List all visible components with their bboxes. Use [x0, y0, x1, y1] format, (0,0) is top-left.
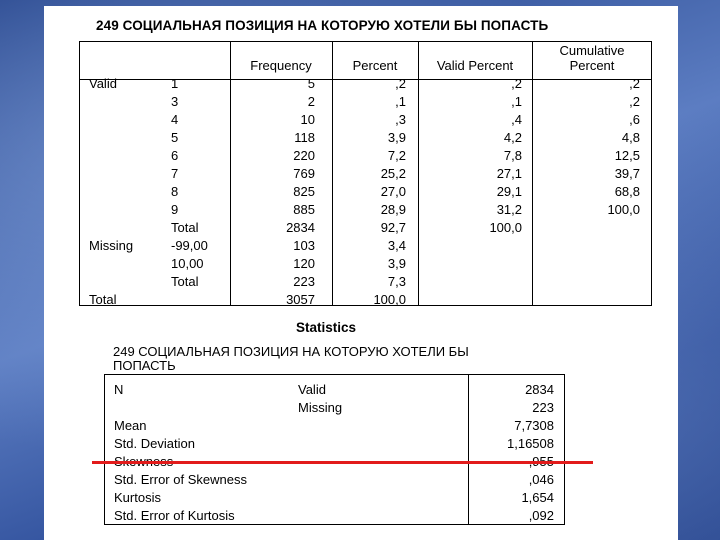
freq-cell: 885 — [293, 202, 315, 217]
header-cumulative-2: Percent — [569, 58, 615, 73]
codes-cell: Total — [171, 274, 199, 289]
statistics-heading: Statistics — [296, 320, 357, 335]
codes-cell: 5 — [171, 130, 179, 145]
svals-cell: 2834 — [525, 382, 554, 397]
slabels-cell — [114, 399, 247, 417]
statistics-title-line1: 249 СОЦИАЛЬНАЯ ПОЗИЦИЯ НА КОТОРУЮ ХОТЕЛИ БЫ — [113, 344, 469, 359]
statistics-values-column — [468, 381, 554, 525]
cpct-cell: ,2 — [629, 94, 640, 109]
codes-cell: 9 — [171, 202, 179, 217]
cpct-cell: ,2 — [629, 76, 640, 91]
pct-cell: 7,2 — [387, 148, 406, 163]
pct-cell: ,3 — [395, 112, 406, 127]
freq-cell: 103 — [293, 238, 315, 253]
pct-cell: 100,0 — [373, 292, 406, 307]
freq-cell: 220 — [293, 148, 315, 163]
svals-cell: 7,7308 — [514, 418, 554, 433]
codes-cell: 8 — [171, 184, 179, 199]
codes-cell: 7 — [171, 166, 179, 181]
header-frequency: Frequency — [250, 58, 312, 73]
pct-cell: 92,7 — [380, 220, 406, 235]
freq-cell: 2 — [307, 94, 315, 109]
group-label-total: Total — [89, 292, 117, 307]
svals-cell: ,046 — [528, 472, 554, 487]
svals-cell: ,092 — [528, 508, 554, 523]
pct-cell: 7,3 — [387, 274, 406, 289]
slabels-cell: Std. Error of Skewness — [114, 472, 247, 487]
freq-cell: 10 — [300, 112, 315, 127]
group-label-missing: Missing — [89, 238, 134, 253]
codes-cell: -99,00 — [171, 238, 208, 253]
cpct-cell: 39,7 — [614, 166, 640, 181]
codes-cell: 4 — [171, 112, 179, 127]
statistics-title-line2: ПОПАСТЬ — [113, 358, 176, 373]
pct-cell: 28,9 — [380, 202, 406, 217]
codes-cell: 10,00 — [171, 256, 204, 271]
cpct-cell: 100,0 — [607, 202, 640, 217]
svals-cell: 1,654 — [521, 490, 554, 505]
group-label-valid: Valid — [89, 76, 117, 91]
pct-cell: 3,9 — [387, 256, 406, 271]
pct-cell: 27,0 — [380, 184, 406, 199]
pct-cell: ,2 — [395, 76, 406, 91]
freq-cell: 118 — [294, 130, 315, 145]
header-valid-percent: Valid Percent — [436, 58, 514, 73]
statistics-sublabels-column — [298, 381, 342, 417]
percent-column — [332, 75, 406, 309]
freq-cell: 120 — [293, 256, 315, 271]
vpct-cell: ,4 — [511, 112, 522, 127]
pct-cell: ,1 — [395, 94, 406, 109]
freq-cell: 5 — [307, 76, 315, 91]
slabels-cell: N — [114, 382, 124, 397]
codes-cell: Total — [171, 220, 199, 235]
vpct-cell: 100,0 — [489, 220, 522, 235]
vpct-cell: ,1 — [511, 94, 522, 109]
ssub-cell: Valid — [298, 382, 326, 397]
document-page — [44, 6, 678, 540]
codes-cell: 3 — [171, 94, 179, 109]
statistics-labels-column — [114, 381, 247, 525]
svals-cell: 223 — [532, 400, 554, 415]
svals-cell: 1,16508 — [507, 436, 554, 451]
ssub-cell: Missing — [298, 400, 343, 415]
cpct-cell: ,6 — [629, 112, 640, 127]
cpct-cell: 68,8 — [614, 184, 640, 199]
valid-percent-column — [418, 75, 522, 237]
vpct-cell: 27,1 — [496, 166, 522, 181]
vpct-cell: 31,2 — [496, 202, 522, 217]
vpct-cell: 7,8 — [503, 148, 522, 163]
header-cumulative-1: Cumulative — [559, 43, 625, 58]
codes-cell: 1 — [171, 76, 179, 91]
slabels-cell: Mean — [114, 418, 147, 433]
freq-cell: 2834 — [286, 220, 315, 235]
cpct-cell: 4,8 — [621, 130, 640, 145]
freq-cell: 825 — [293, 184, 315, 199]
slabels-cell: Std. Error of Kurtosis — [114, 508, 235, 523]
cpct-cell: 12,5 — [614, 148, 640, 163]
frequency-column — [230, 75, 315, 309]
freq-cell: 223 — [293, 274, 315, 289]
codes-column — [171, 75, 208, 291]
vpct-cell: 4,2 — [503, 130, 522, 145]
pct-cell: 25,2 — [380, 166, 406, 181]
frequency-table-title: 249 СОЦИАЛЬНАЯ ПОЗИЦИЯ НА КОТОРУЮ ХОТЕЛИ БЫ ПОПАСТЬ — [96, 18, 549, 33]
freq-cell: 769 — [293, 166, 315, 181]
codes-cell: 6 — [171, 148, 179, 163]
header-percent: Percent — [352, 58, 398, 73]
highlight-underline — [92, 461, 593, 464]
slabels-cell: Std. Deviation — [114, 436, 195, 451]
vpct-cell: 29,1 — [496, 184, 522, 199]
pct-cell: 3,4 — [387, 238, 406, 253]
slabels-cell: Kurtosis — [114, 490, 161, 505]
pct-cell: 3,9 — [387, 130, 406, 145]
vpct-cell: ,2 — [511, 76, 522, 91]
cumulative-percent-column — [532, 75, 640, 219]
freq-cell: 3057 — [286, 292, 315, 307]
